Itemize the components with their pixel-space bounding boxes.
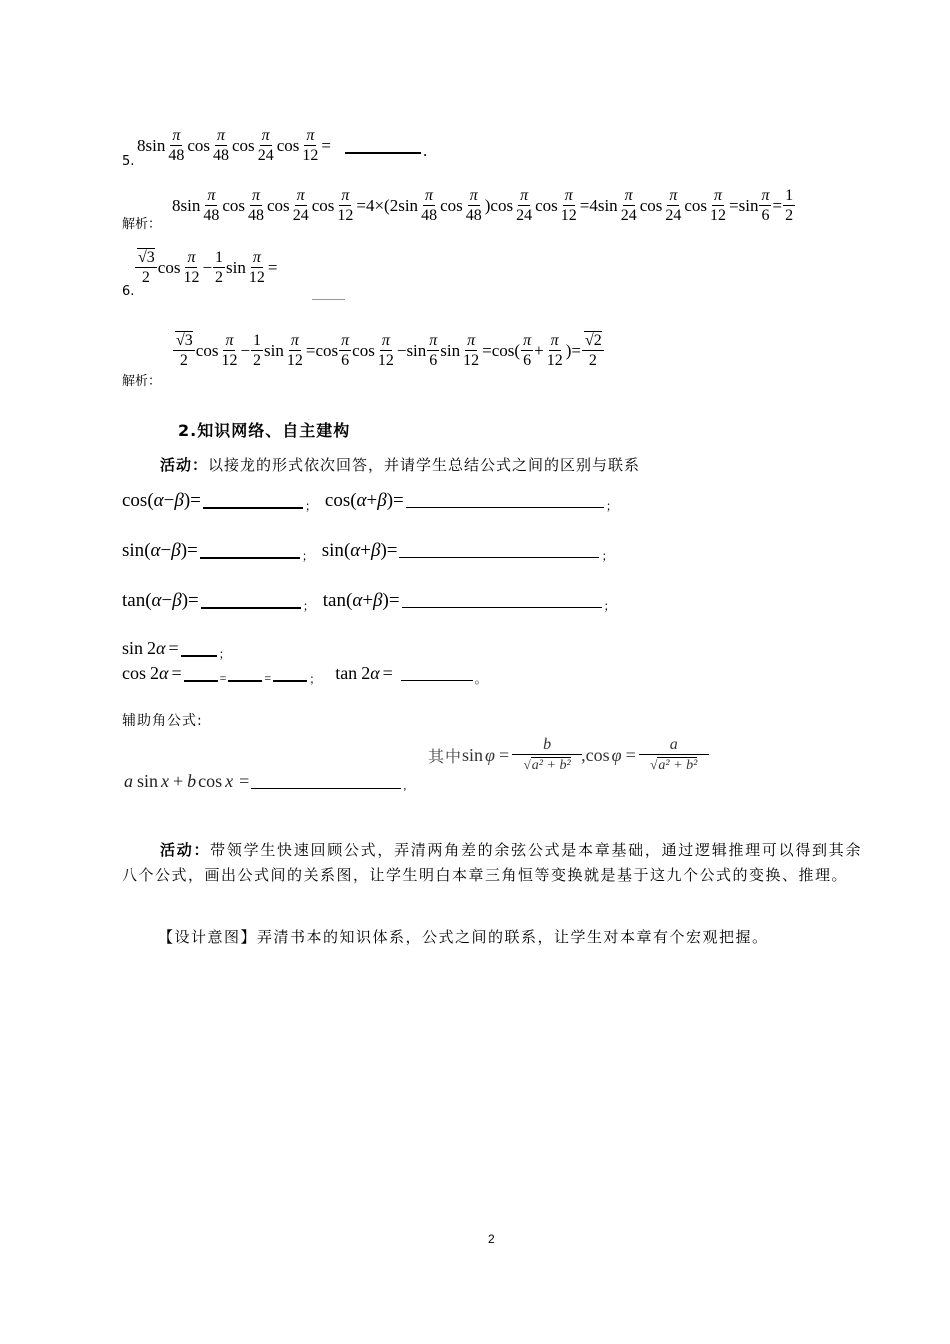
fraction: $\frac{\pi}{12}$ [302, 127, 319, 164]
aux-title: 辅助角公式: [122, 713, 203, 729]
problem-5-number: 5. [122, 154, 135, 169]
solution-5-expression: 8 sin $\frac{\pi}{48}$ cos $\frac{\pi}{48}$ cos $\frac{\pi}{24}$ cos $\frac{\pi}{12}$ = 4 × ( 2 sin $\frac{\pi}{48}$ cos $\frac{\pi}{48}$ ) cos $\frac{\pi}{24}$ cos $\frac{\pi}{12}$ = 4 sin $\frac{\pi}{24}$ cos $\frac{\pi}{24}$ cos $\frac{\pi}{12}$ = sin $\frac{\pi}{6}$ = $\frac{1}{2}$ [172, 187, 794, 224]
formula-row-cos: cos ( α − β ) = ； cos ( α + β ) = ； [122, 489, 618, 513]
fraction: $\frac{\pi}{24}$ [257, 127, 274, 164]
fraction: $\frac{\pi}{48}$ [168, 127, 185, 164]
answer-blank[interactable] [399, 543, 599, 558]
expr-fn: cos [187, 136, 211, 155]
problem-6-number: 6. [122, 284, 135, 299]
aux-lhs: a sin x + b cos x = , [124, 771, 407, 792]
expr-fn: sin [145, 136, 166, 155]
answer-blank[interactable] [401, 666, 473, 681]
activity-text: 以接龙的形式依次回答，并请学生总结公式之间的区别与联系 [208, 456, 641, 474]
problem-6-expression: $\frac{√3}{2}$ cos $\frac{\pi}{12}$ − $\frac{1}{2}$ sin $\frac{\pi}{12}$ = [134, 250, 277, 286]
section-title: 2.知识网络、自主建构 [178, 421, 351, 440]
answer-blank[interactable] [345, 138, 421, 154]
formula-row-tan: tan ( α − β ) = ； tan ( α + β ) = ； [122, 589, 616, 613]
answer-blank[interactable] [312, 299, 345, 300]
formula-row-sin: sin ( α − β ) = ； sin ( α + β ) = ； [122, 539, 614, 563]
answer-blank[interactable] [201, 593, 301, 609]
answer-blank[interactable] [203, 493, 303, 509]
formula-cos-tan-double: cos 2 α = = = ； tan 2 α = 。 [122, 663, 487, 686]
activity-label: 活动： [160, 456, 209, 474]
answer-blank[interactable] [228, 666, 262, 682]
problem-5-expression [137, 128, 427, 164]
answer-blank[interactable] [184, 666, 218, 682]
answer-blank[interactable] [273, 666, 307, 682]
answer-blank[interactable] [402, 593, 602, 608]
answer-blank[interactable] [251, 774, 401, 789]
page-number: 2 [488, 1232, 495, 1246]
solution-5-label: 解析： [122, 217, 162, 232]
formula-sin-double: sin 2 α = ； [122, 638, 231, 661]
solution-6-label: 解析： [122, 374, 162, 389]
design-intent: 【设计意图】弄清书本的知识体系，公式之间的联系，让学生对本章有个宏观把握。 [158, 928, 769, 946]
expr-fn: cos [232, 136, 255, 155]
period: . [422, 141, 428, 160]
activity-2-paragraph [122, 838, 862, 888]
aux-where: 其中 sin φ = $\frac{b}{\text{√a² + b²}}$ , cos φ = $\frac{a}{\text{√a² + b²}}$ [428, 737, 708, 773]
expr-term: 8 [137, 136, 146, 155]
activity-text: 带领学生快速回顾公式，弄清两角差的余弦公式是本章基础，通过逻辑推理可以得到其余八个公式，画出公式间的关系图，让学生明白本章三角恒等变换就是基于这九个公式的变换、推理。 [122, 841, 862, 884]
expr-fn: cos [276, 136, 300, 155]
answer-blank[interactable] [406, 493, 604, 508]
activity-label: 活动： [160, 841, 211, 859]
answer-blank[interactable] [181, 641, 217, 657]
fraction: $\frac{\pi}{48}$ [213, 127, 230, 164]
answer-blank[interactable] [200, 543, 300, 559]
activity-1 [160, 454, 640, 475]
solution-6-expression: $\frac{√3}{2}$ cos $\frac{\pi}{12}$ − $\frac{1}{2}$ sin $\frac{\pi}{12}$ = cos $\frac{\pi}{6}$ cos $\frac{\pi}{12}$ − sin $\frac{\pi}{6}$ sin $\frac{\pi}{12}$ = cos ( $\frac{\pi}{6}$ + $\frac{\pi}{12}$ ) = $\frac{√2}{2}$ [172, 333, 605, 369]
equals-sign: = [321, 136, 331, 155]
